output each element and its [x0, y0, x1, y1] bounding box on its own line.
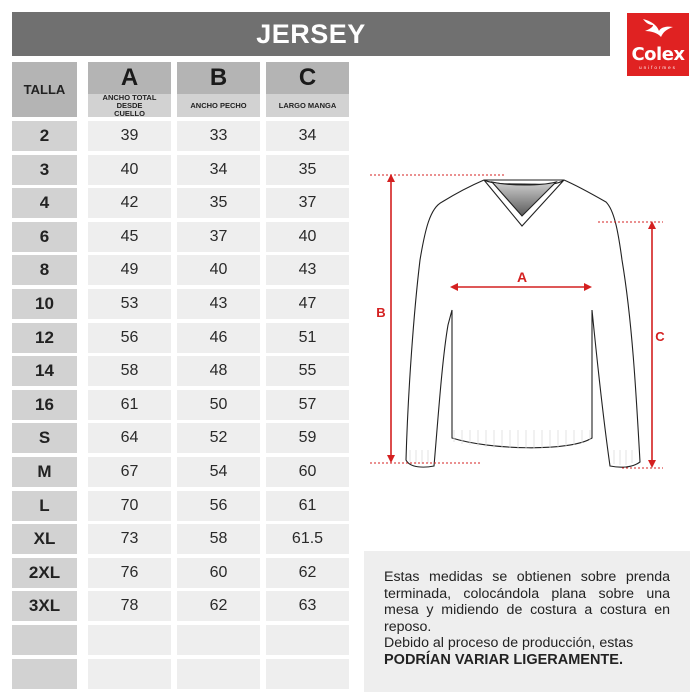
value-c-cell: 61 — [266, 491, 349, 521]
size-cell: 16 — [12, 390, 77, 420]
value-c-cell: 59 — [266, 423, 349, 453]
size-cell: 6 — [12, 222, 77, 252]
size-cell: 12 — [12, 323, 77, 353]
size-cell: M — [12, 457, 77, 487]
value-b-cell: 46 — [177, 323, 260, 353]
size-cell: 2XL — [12, 558, 77, 588]
column-c-letter: C — [266, 62, 349, 94]
column-c-label: LARGO MANGA — [266, 94, 349, 117]
value-b-cell: 40 — [177, 255, 260, 285]
value-c-cell: 34 — [266, 121, 349, 151]
value-a-cell: 58 — [88, 356, 171, 386]
value-c-cell — [266, 625, 349, 655]
value-c-cell: 60 — [266, 457, 349, 487]
size-cell: 10 — [12, 289, 77, 319]
value-b-cell: 62 — [177, 591, 260, 621]
size-cell: 2 — [12, 121, 77, 151]
value-a-cell — [88, 659, 171, 689]
column-a-letter: A — [88, 62, 171, 94]
sweater-outline — [406, 180, 640, 467]
value-a-cell: 67 — [88, 457, 171, 487]
size-cell — [12, 625, 77, 655]
measurement-note — [364, 551, 690, 692]
value-a-cell: 78 — [88, 591, 171, 621]
value-a-cell: 70 — [88, 491, 171, 521]
value-b-cell: 35 — [177, 188, 260, 218]
logo-subtitle: uniformes — [639, 65, 677, 70]
value-a-cell: 45 — [88, 222, 171, 252]
value-c-cell: 57 — [266, 390, 349, 420]
label-b: B — [376, 305, 386, 320]
value-c-cell: 40 — [266, 222, 349, 252]
value-b-cell: 50 — [177, 390, 260, 420]
value-b-cell: 58 — [177, 524, 260, 554]
value-a-cell: 49 — [88, 255, 171, 285]
value-b-cell: 48 — [177, 356, 260, 386]
value-a-cell: 53 — [88, 289, 171, 319]
jersey-diagram — [370, 160, 690, 480]
value-c-cell: 43 — [266, 255, 349, 285]
value-c-cell: 35 — [266, 155, 349, 185]
column-b-letter: B — [177, 62, 260, 94]
value-c-cell: 55 — [266, 356, 349, 386]
label-a: A — [516, 269, 528, 285]
page-title: JERSEY — [12, 12, 610, 56]
label-c: C — [655, 329, 665, 344]
value-c-cell — [266, 659, 349, 689]
column-b-label: ANCHO PECHO — [177, 94, 260, 117]
column-a-label: ANCHO TOTAL DESDE CUELLO — [88, 94, 171, 117]
value-a-cell: 56 — [88, 323, 171, 353]
value-b-cell: 34 — [177, 155, 260, 185]
value-b-cell: 37 — [177, 222, 260, 252]
value-b-cell: 33 — [177, 121, 260, 151]
value-c-cell: 37 — [266, 188, 349, 218]
note-warning: PODRÍAN VARIAR LIGERAMENTE. — [384, 651, 623, 668]
size-cell — [12, 659, 77, 689]
size-cell: S — [12, 423, 77, 453]
value-a-cell — [88, 625, 171, 655]
value-c-cell: 63 — [266, 591, 349, 621]
value-a-cell: 73 — [88, 524, 171, 554]
value-a-cell: 64 — [88, 423, 171, 453]
value-c-cell: 62 — [266, 558, 349, 588]
value-c-cell: 47 — [266, 289, 349, 319]
value-b-cell: 56 — [177, 491, 260, 521]
value-a-cell: 42 — [88, 188, 171, 218]
value-b-cell: 43 — [177, 289, 260, 319]
size-cell: 14 — [12, 356, 77, 386]
value-a-cell: 76 — [88, 558, 171, 588]
size-cell: XL — [12, 524, 77, 554]
value-b-cell: 52 — [177, 423, 260, 453]
logo-name: Colex — [631, 44, 685, 65]
brand-logo — [627, 13, 689, 76]
size-cell: 4 — [12, 188, 77, 218]
note-production: Debido al proceso de producción, estas — [384, 635, 634, 651]
value-b-cell: 60 — [177, 558, 260, 588]
size-cell: 8 — [12, 255, 77, 285]
note-text: Estas medidas se obtienen sobre prenda terminada, colocándola plana sobre una mesa y midiendo de costura a costura en reposo. — [384, 569, 670, 635]
value-b-cell — [177, 659, 260, 689]
value-a-cell: 61 — [88, 390, 171, 420]
value-b-cell — [177, 625, 260, 655]
size-column-header: TALLA — [12, 62, 77, 117]
size-cell: L — [12, 491, 77, 521]
size-cell: 3XL — [12, 591, 77, 621]
value-c-cell: 51 — [266, 323, 349, 353]
value-c-cell: 61.5 — [266, 524, 349, 554]
value-b-cell: 54 — [177, 457, 260, 487]
value-a-cell: 39 — [88, 121, 171, 151]
wing-icon — [641, 17, 675, 43]
size-cell: 3 — [12, 155, 77, 185]
value-a-cell: 40 — [88, 155, 171, 185]
